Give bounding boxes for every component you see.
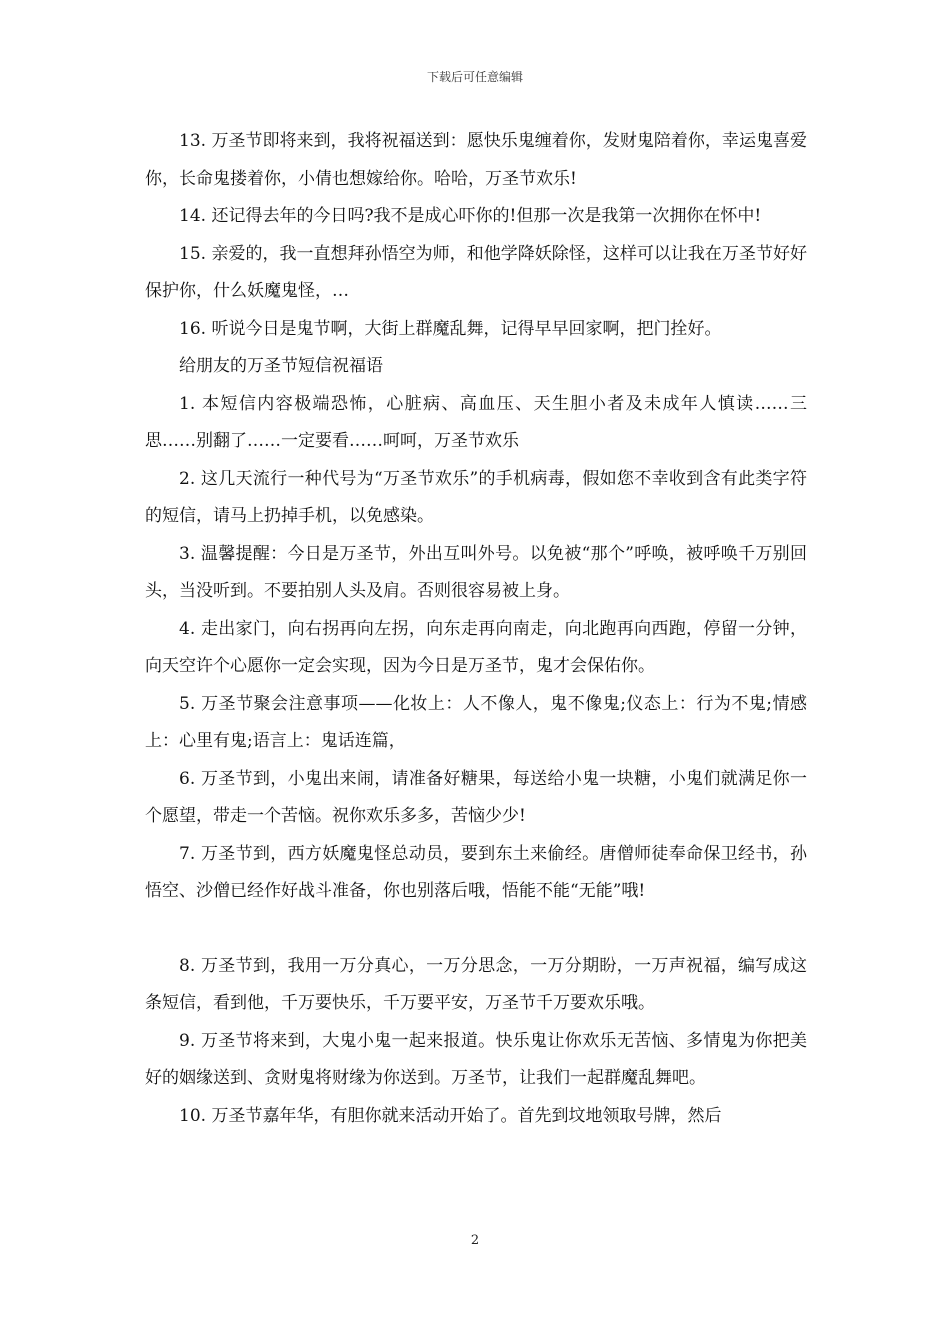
paragraph-9: 9. 万圣节将来到，大鬼小鬼一起来报道。快乐鬼让你欢乐无苦恼、多情鬼为你把美好的姻缘送到、贪财鬼将财缘为你送到。万圣节，让我们一起群魔乱舞吧。	[145, 1030, 807, 1088]
paragraph-4: 4. 走出家门，向右拐再向左拐，向东走再向南走，向北跑再向西跑，停留一分钟，向天空许个心愿你一定会实现，因为今日是万圣节，鬼才会保佑你。	[145, 618, 807, 676]
page-header: 下载后可任意编辑	[426, 70, 523, 84]
paragraph-5: 5. 万圣节聚会注意事项——化妆上：人不像人，鬼不像鬼;仪态上：行为不鬼;情感上：心里有鬼;语言上：鬼话连篇，	[145, 693, 807, 751]
paragraph-8: 8. 万圣节到，我用一万分真心，一万分思念，一万分期盼，一万声祝福，编写成这条短信，看到他，千万要快乐，千万要平安，万圣节千万要欢乐哦。	[145, 955, 807, 1013]
paragraph-3: 3. 温馨提醒：今日是万圣节，外出互叫外号。以免被“那个”呼唤，被呼唤千万别回头，当没听到。不要拍别人头及肩。否则很容易被上身。	[145, 543, 807, 601]
paragraph-7: 7. 万圣节到，西方妖魔鬼怪总动员，要到东土来偷经。唐僧师徒奉命保卫经书，孙悟空、沙僧已经作好战斗准备，你也别落后哦，悟能不能“无能”哦!	[145, 843, 807, 901]
paragraph-16: 16. 听说今日是鬼节啊，大街上群魔乱舞，记得早早回家啊，把门拴好。	[179, 318, 722, 339]
page-number: 2	[470, 1233, 480, 1248]
paragraph-6: 6. 万圣节到，小鬼出来闹，请准备好糖果，每送给小鬼一块糖，小鬼们就满足你一个愿望，带走一个苦恼。祝你欢乐多多，苦恼少少!	[145, 768, 807, 826]
paragraph-2: 2. 这几天流行一种代号为“万圣节欢乐”的手机病毒，假如您不幸收到含有此类字符的短信，请马上扔掉手机，以免感染。	[145, 468, 807, 526]
paragraph-15: 15. 亲爱的，我一直想拜孙悟空为师，和他学降妖除怪，这样可以让我在万圣节好好保护你，什么妖魔鬼怪，…	[145, 243, 807, 301]
paragraph-10: 10. 万圣节嘉年华，有胆你就来活动开始了。首先到坟地领取号牌，然后	[179, 1105, 722, 1126]
section-heading: 给朋友的万圣节短信祝福语	[179, 356, 383, 376]
paragraph-14: 14. 还记得去年的今日吗?我不是成心吓你的!但那一次是我第一次拥你在怀中!	[179, 206, 762, 226]
paragraph-13: 13. 万圣节即将来到，我将祝福送到：愿快乐鬼缠着你，发财鬼陪着你，幸运鬼喜爱你，长命鬼搂着你，小倩也想嫁给你。哈哈，万圣节欢乐!	[145, 131, 807, 189]
paragraph-1: 1. 本短信内容极端恐怖，心脏病、高血压、天生胆小者及未成年人慎读……三思……别翻了……一定要看……呵呵，万圣节欢乐	[145, 393, 807, 451]
document-body	[145, 123, 807, 1135]
